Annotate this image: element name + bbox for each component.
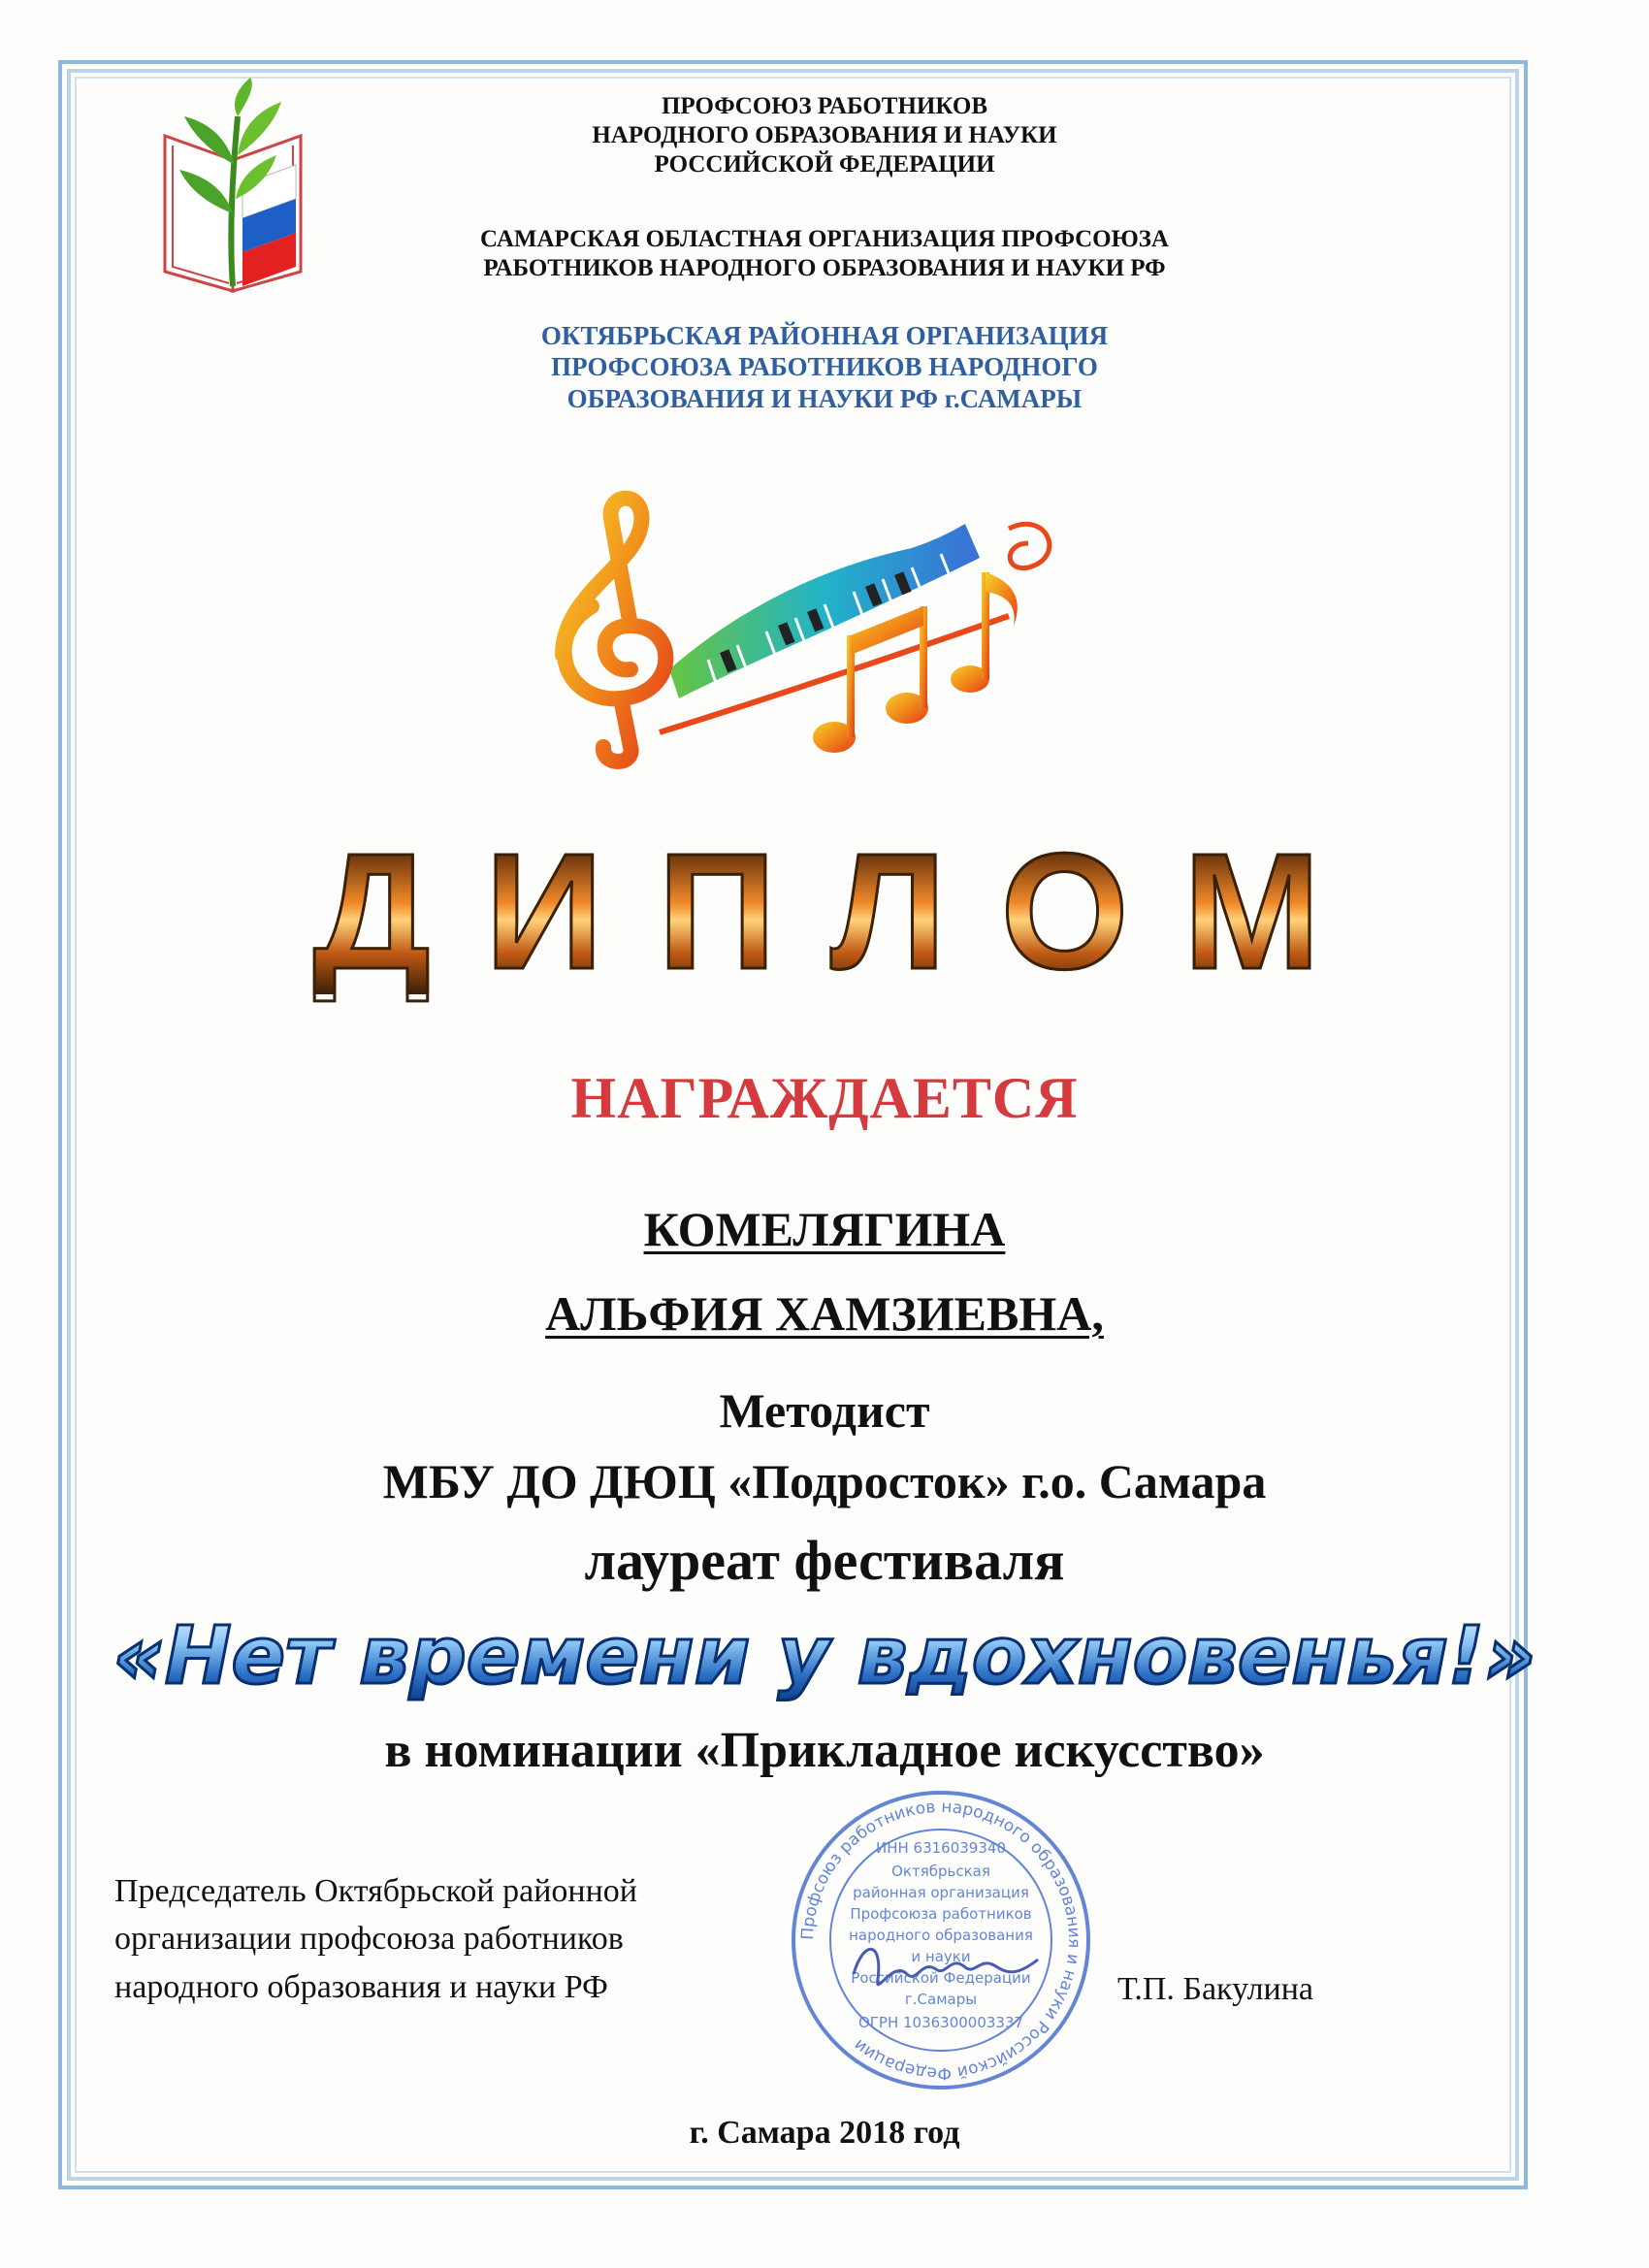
nomination-text: в номинации «Прикладное искусство» bbox=[384, 1723, 1265, 1778]
recipient-position: Методист bbox=[719, 1383, 930, 1438]
stamp-line: г.Самары bbox=[904, 1991, 978, 2008]
stamp-ring-text: Профсоюз работников народного образования и науки Российской Федерации bbox=[797, 1797, 1084, 2084]
stamp-line: районная организация bbox=[853, 1884, 1029, 1901]
union-logo-icon bbox=[146, 78, 320, 306]
stamp-line: и науки bbox=[911, 1948, 971, 1965]
diploma-title: ДИПЛОМ bbox=[0, 829, 1649, 994]
stamp-line: Профсоюза работников bbox=[850, 1905, 1032, 1923]
stamp-line: ОГРН 1036300003337 bbox=[857, 2014, 1024, 2031]
festival-name: «Нет времени у вдохновенья!» bbox=[0, 1610, 1649, 1702]
stamp-line: народного образования bbox=[849, 1927, 1033, 1944]
city-year: г. Самара 2018 год bbox=[689, 2115, 960, 2151]
awarded-heading: НАГРАЖДАЕТСЯ bbox=[570, 1066, 1079, 1130]
recipient-organization: МБУ ДО ДЮЦ «Подросток» г.о. Самара bbox=[382, 1454, 1267, 1508]
union-name: ПРОФСОЮЗ РАБОТНИКОВ НАРОДНОГО ОБРАЗОВАНИЯ И НАУКИ РОССИЙСКОЙ ФЕДЕРАЦИИ bbox=[592, 93, 1057, 178]
signer-name: Т.П. Бакулина bbox=[1117, 1971, 1314, 2007]
stamp-line: ИНН 6316039340 bbox=[876, 1839, 1006, 1857]
stamp-line: Российской Федерации bbox=[851, 1969, 1031, 1987]
laureate-text: лауреат фестиваля bbox=[584, 1529, 1065, 1592]
official-stamp bbox=[786, 1785, 1096, 2095]
recipient-given-name: АЛЬФИЯ ХАМЗИЕВНА, bbox=[545, 1286, 1104, 1341]
regional-organization: САМАРСКАЯ ОБЛАСТНАЯ ОРГАНИЗАЦИЯ ПРОФСОЮЗА РАБОТНИКОВ НАРОДНОГО ОБРАЗОВАНИЯ И НАУКИ РФ bbox=[480, 226, 1169, 281]
district-organization: ОКТЯБРЬСКАЯ РАЙОННАЯ ОРГАНИЗАЦИЯ ПРОФСОЮЗА РАБОТНИКОВ НАРОДНОГО ОБРАЗОВАНИЯ И НАУКИ РФ г.САМАРЫ bbox=[540, 321, 1109, 413]
treble-clef-piano-icon bbox=[524, 490, 1067, 771]
chair-title: Председатель Октябрьской районной организации профсоюза работников народного образования и науки РФ bbox=[114, 1873, 638, 2005]
recipient-surname: КОМЕЛЯГИНА bbox=[643, 1202, 1006, 1256]
stamp-line: Октябрьская bbox=[891, 1863, 990, 1880]
